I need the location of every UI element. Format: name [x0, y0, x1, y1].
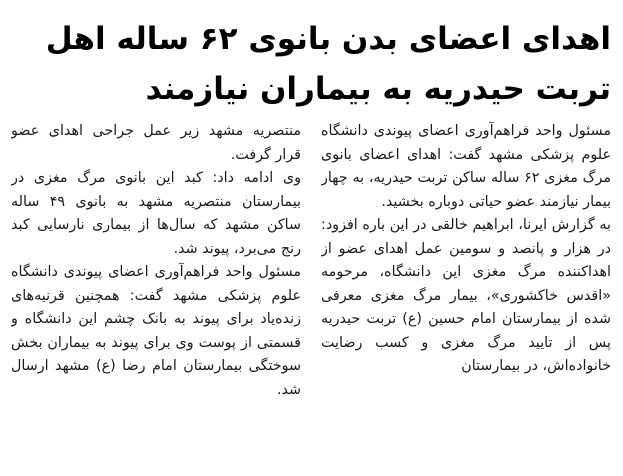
- article-column-right: [321, 120, 611, 476]
- article-column-left: [11, 120, 301, 476]
- article-paragraph: به گزارش ایرنا، ابراهیم خالقی در این باره افزود: در هزار و پانصد و سومین عمل اهدای عضو از اهداکننده مرگ مغزی این دانشگاه، مرحومه «اقدس خاکشوری»، بیمار مرگ مغزی معرفی شده از بیمارستان امام حسین (ع) تربت حیدریه پس از تایید مرگ مغزی و کسب رضایت خانواده‌اش، در بیمارستان: [321, 217, 611, 374]
- article-headline: اهدای اعضای بدن بانوی ۶۲ ساله اهل تربت حیدریه به بیماران نیازمند: [45, 21, 611, 107]
- article-paragraph: وی ادامه داد: کبد این بانوی مرگ مغزی در بیمارستان منتصریه مشهد به بانوی ۴۹ ساله ساکن مشهد که سال‌ها از بیماری نارسایی کبد رنج می‌برد، پیوند شد.: [11, 170, 301, 257]
- article-paragraph: مسئول واحد فراهم‌آوری اعضای پیوندی دانشگاه علوم پزشکی مشهد گفت: همچنین قرنیه‌های زنده‌یاد برای پیوند به بانک چشم این دانشگاه و قسمتی از پوست وی برای پیوند به بیماران بخش سوختگی بیمارستان امام رضا (ع) مشهد ارسال شد.: [11, 264, 301, 398]
- article-paragraph: مسئول واحد فراهم‌آوری اعضای پیوندی دانشگاه علوم پزشکی مشهد گفت: اهدای اعضای بانوی مرگ مغزی ۶۲ ساله ساکن تربت حیدریه، به چهار بیمار نیازمند عضو حیاتی دوباره بخشید.: [321, 123, 611, 210]
- article-paragraph: منتصریه مشهد زیر عمل جراحی اهدای عضو قرار گرفت.: [11, 123, 301, 163]
